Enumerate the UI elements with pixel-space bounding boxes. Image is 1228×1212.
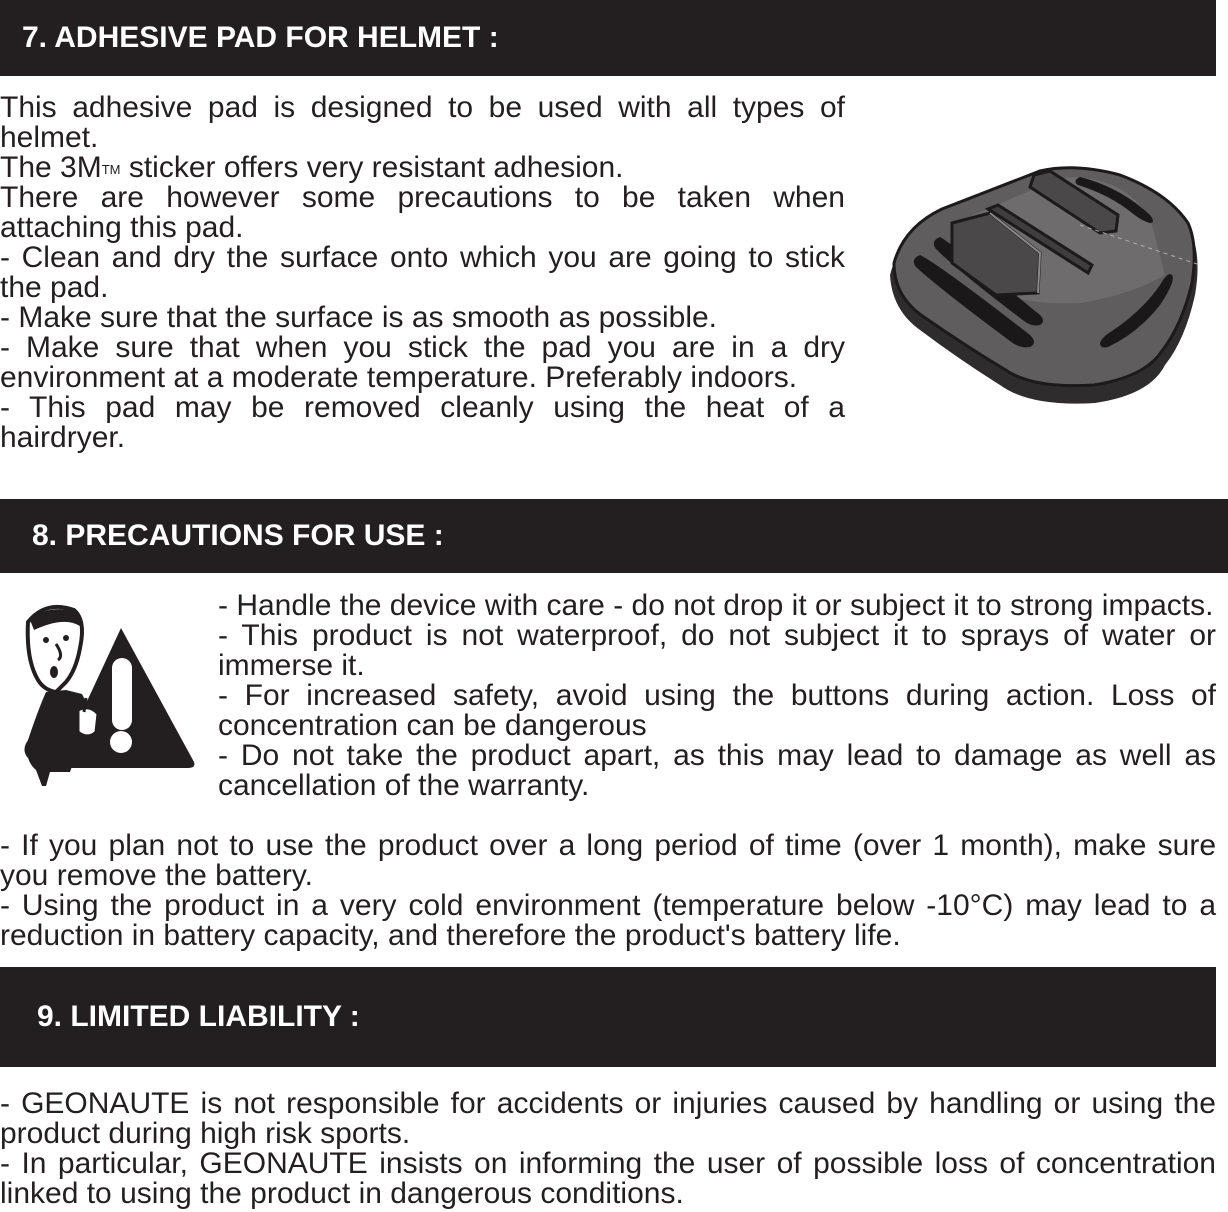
list-item: - Using the product in a very cold environment (temperature below -10°C) may lead to a reduction in battery capacity, and therefore the product's battery life. <box>0 889 1216 952</box>
section-heading-adhesive-pad <box>0 0 1216 76</box>
section-heading-liability <box>0 967 1216 1067</box>
list-item: - Make sure that the surface is as smooth as possible. <box>0 301 717 334</box>
list-item: - Clean and dry the surface onto which you are going to stick the pad. <box>0 241 845 304</box>
section-heading-text: 9. LIMITED LIABILITY : <box>37 1000 360 1033</box>
paragraph-sticker: The 3M™ sticker offers very resistant adhesion. <box>0 151 624 184</box>
list-item: - This product is not waterproof, do not subject it to sprays of water or immerse it. <box>218 619 1216 682</box>
list-item: - In particular, GEONAUTE insists on informing the user of possible loss of concentration linked to using the product in dangerous conditions. <box>0 1147 1216 1210</box>
list-item: - Do not take the product apart, as this may lead to damage as well as cancellation of the warranty. <box>218 739 1216 802</box>
adhesive-pad-icon <box>880 165 1210 415</box>
adhesive-pad-text <box>0 93 845 453</box>
list-item: - This pad may be removed cleanly using the heat of a hairdryer. <box>0 391 845 454</box>
list-item: - If you plan not to use the product over a long period of time (over 1 month), make sure you remove the battery. <box>0 829 1216 892</box>
precautions-text-full <box>0 831 1216 951</box>
section-heading-text: 8. PRECAUTIONS FOR USE : <box>32 519 444 552</box>
list-item: - GEONAUTE is not responsible for accidents or injuries caused by handling or using the product during high risk sports. <box>0 1087 1216 1150</box>
section-heading-text: 7. ADHESIVE PAD FOR HELMET : <box>22 21 499 54</box>
paragraph-precautions-intro: There are however some precautions to be taken when attaching this pad. <box>0 181 845 244</box>
section-heading-precautions <box>0 499 1228 573</box>
precautions-text-wrapped <box>218 591 1216 801</box>
warning-figure-icon <box>16 600 196 790</box>
list-item: - Make sure that when you stick the pad you are in a dry environment at a moderate temperature. Preferably indoors. <box>0 331 845 394</box>
list-item: - For increased safety, avoid using the buttons during action. Loss of concentration can be dangerous <box>218 679 1216 742</box>
trademark-mark: TM <box>101 162 121 177</box>
paragraph-intro: This adhesive pad is designed to be used with all types of helmet. <box>0 91 845 154</box>
list-item: - Handle the device with care - do not drop it or subject it to strong impacts. <box>218 589 1214 622</box>
liability-text <box>0 1089 1216 1209</box>
